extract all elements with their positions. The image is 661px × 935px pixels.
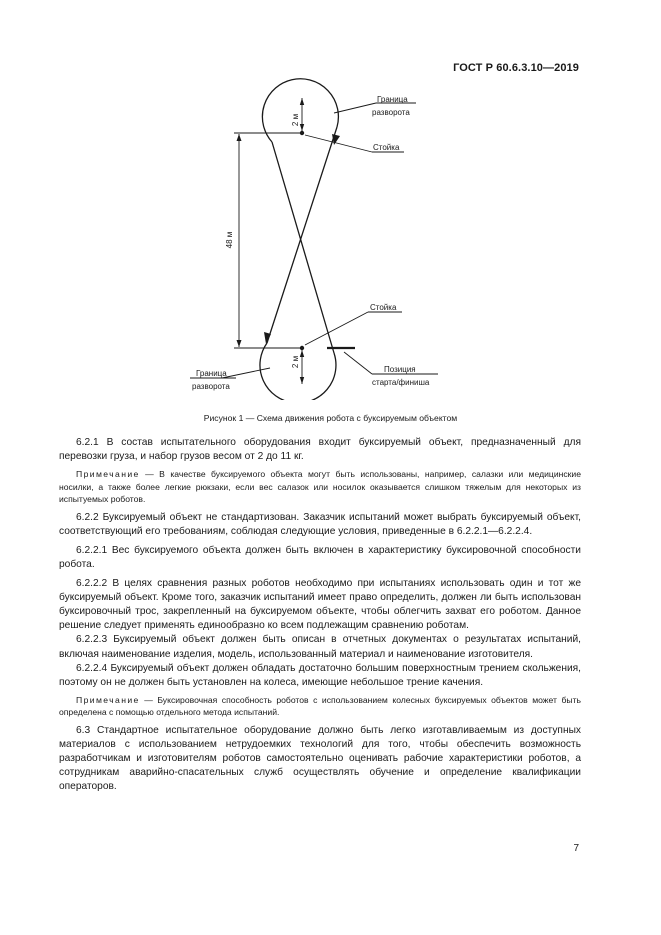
label-start-position-1: Позиция [384, 365, 416, 374]
paragraph-6-2-1: 6.2.1 В состав испытательного оборудования входит буксируемый объект, предназначенный для перевозки груза, и набор грузов весом от 2 до 11 кг. [59, 437, 581, 463]
label-turn-boundary-top-2: разворота [372, 108, 410, 117]
figure-caption: Рисунок 1 — Схема движения робота с буксируемым объектом [203, 413, 458, 423]
page-number: 7 [573, 843, 579, 854]
leader-turn-boundary-top [334, 103, 376, 113]
paragraph-6-2-2: 6.2.2 Буксируемый объект не стандартизован. Заказчик испытаний может выбрать буксируемый объект, соответствующий его требованиям, соблюдая следующие условия, приведенные в 6.2.2.1—6.2.2.4. [59, 511, 581, 537]
paragraph-6-3: 6.3 Стандартное испытательное оборудование должно быть легко изготавливаемым из доступных материалов с использованием нетрудоемких технологий для того, чтобы обеспечить возможность разработчикам и изготовителям роботов самостоятельно оценивать рабочие характеристики роботов, а сотрудникам аварийно-спасательных служб осуществлять обучение и определение квалификации операторов. [59, 724, 581, 793]
paragraph-6-2-2-2: 6.2.2.2 В целях сравнения разных роботов необходимо при испытаниях использовать один и тот же буксируемый объект. Кроме того, заказчик испытаний имеет право определить, должен ли быть использован буксировочный трос, закрепленный на буксируемом объекте, чтобы облегчить захват его роботом. Данное решение следует применять единообразно ко всем подлежащим сравнению роботам. [59, 578, 581, 632]
paragraph-6-2-2-1: 6.2.2.1 Вес буксируемого объекта должен быть включен в характеристику буксировочной способности робота. [59, 544, 581, 570]
label-start-position-2: старта/финиша [372, 378, 430, 387]
note-2-label: Примечание [76, 694, 140, 705]
path-line-1 [272, 142, 334, 353]
label-turn-boundary-bottom-2: разворота [192, 382, 230, 391]
note-1-text: — В качестве буксируемого объекта могут быть использованы, например, салазки или медицинские носилки, а также более легкие рюкзаки, если вес салазок или носилок оказывается слишком тяжелым для некоторых из испытуемых роботов. [59, 469, 581, 505]
paragraph-6-2-2-3: 6.2.2.3 Буксируемый объект должен быть описан в отчетных документах о результатах испытаний, включая наименование изделия, модель, использованный материал и наименование изготовителя. [59, 634, 581, 660]
note-2-text: — Буксировочная способность роботов с использованием колесных буксируемых объектов может быть определена с помощью отдельного метода испытаний. [59, 694, 581, 718]
bottom-turn-arc [260, 343, 336, 400]
robot-path-diagram [0, 0, 661, 400]
label-post-bottom: Стойка [370, 303, 397, 312]
document-header: ГОСТ Р 60.6.3.10—2019 [453, 62, 579, 74]
leader-post-bottom [305, 312, 368, 345]
body-text [59, 436, 581, 794]
label-turn-boundary-top-1: Граница [377, 95, 408, 104]
note-1 [59, 468, 581, 506]
label-distance-48: 48 м [225, 231, 234, 249]
leader-start [344, 352, 372, 374]
label-dim-bottom: 2 м [291, 355, 300, 369]
note-1-label: Примечание [76, 469, 140, 480]
label-dim-top: 2 м [291, 113, 300, 127]
label-post-top: Стойка [373, 143, 400, 152]
note-2 [59, 694, 581, 719]
leader-turn-boundary-bottom [222, 368, 270, 378]
label-turn-boundary-bottom-1: Граница [196, 369, 227, 378]
paragraph-6-2-2-4: 6.2.2.4 Буксируемый объект должен обладать достаточно большим поверхностным трением скольжения, поэтому он не должен быть установлен на колеса, имеющие небольшое трение качения. [59, 662, 581, 688]
